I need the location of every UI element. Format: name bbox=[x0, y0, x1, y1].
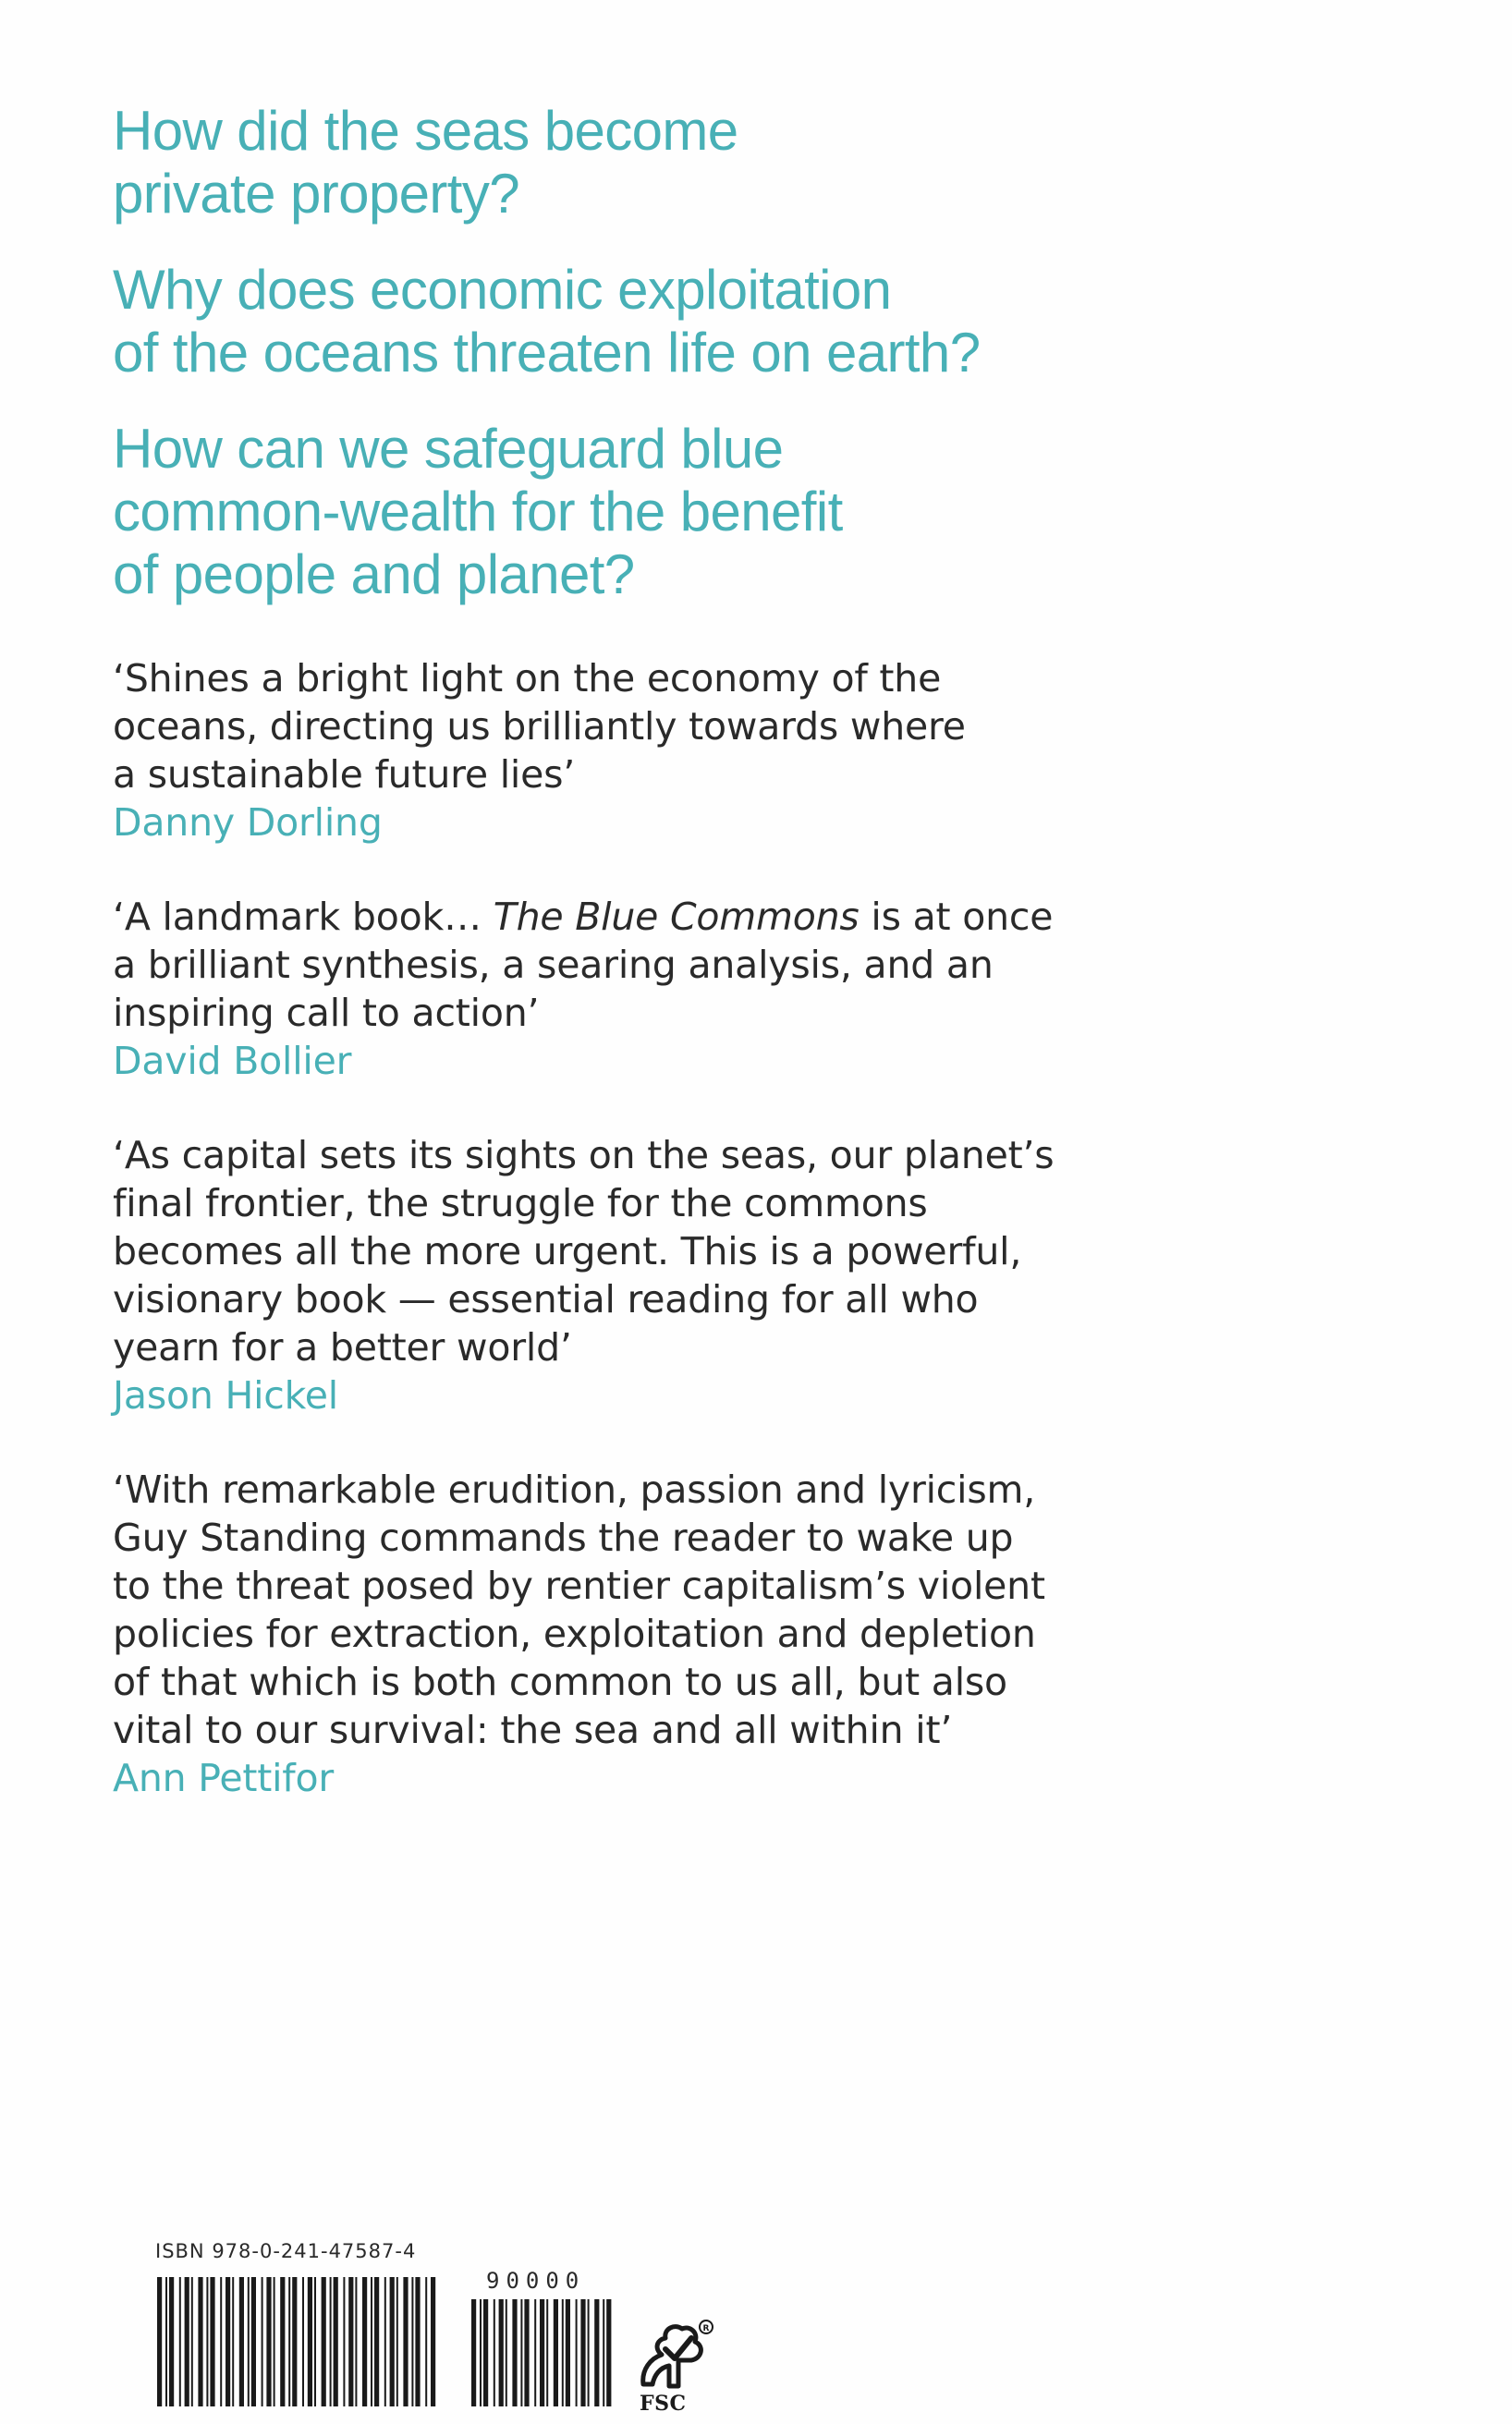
barcode-bar bbox=[232, 2277, 234, 2406]
barcode-bar bbox=[580, 2299, 585, 2406]
endorsement-text: ‘As capital sets its sights on the seas, our planet’s final frontier, the struggle for the commons becomes all the more urgent. This is a powerful, visionary book — essential reading for all who yearn for a better world’ bbox=[113, 1133, 1055, 1370]
barcode-bar bbox=[262, 2277, 263, 2406]
isbn-label: ISBN 978-0-241-47587-4 bbox=[155, 2240, 417, 2262]
barcode-bar bbox=[506, 2299, 507, 2406]
barcode-bar bbox=[334, 2277, 338, 2406]
barcode-bar bbox=[374, 2277, 379, 2406]
barcode-bar bbox=[191, 2277, 193, 2406]
fsc-label: FSC bbox=[640, 2392, 687, 2416]
endorsement-text: ‘A landmark book… The Blue Commons is at once a brilliant synthesis, a searing analysis, and an inspiring call to action’ bbox=[113, 895, 1054, 1035]
barcode-bar bbox=[520, 2299, 522, 2406]
barcode-bar bbox=[169, 2277, 174, 2406]
barcode-bar bbox=[165, 2277, 167, 2406]
barcode-bar bbox=[524, 2299, 529, 2406]
endorsement bbox=[113, 893, 1129, 1085]
barcode-bar bbox=[425, 2277, 427, 2406]
barcode-bar bbox=[554, 2299, 558, 2406]
question-2: Why does economic exploitation of the oceans threaten life on earth? bbox=[113, 259, 981, 384]
barcode-bar bbox=[471, 2299, 476, 2406]
barcode-bar bbox=[226, 2277, 230, 2406]
endorsement-author: Jason Hickel bbox=[113, 1373, 338, 1418]
barcode-bar bbox=[390, 2277, 395, 2406]
barcode-bar bbox=[179, 2277, 181, 2406]
barcode-bar bbox=[540, 2299, 544, 2406]
endorsement-text: ‘With remarkable erudition, passion and lyricism, Guy Standing commands the reader to wake up to the threat posed by rentier capitalism’s violent policies for extraction, exploitation and depletion of that which is both common to us all, but also vital to our survival: the sea and all within it’ bbox=[113, 1468, 1045, 1752]
barcode-bar bbox=[499, 2299, 504, 2406]
barcode-bar bbox=[239, 2277, 244, 2406]
barcode-bar bbox=[384, 2277, 386, 2406]
endorsement-text: ‘Shines a bright light on the economy of the oceans, directing us brilliantly towards where a sustainable future lies’ bbox=[113, 656, 966, 797]
barcode-bar bbox=[562, 2299, 564, 2406]
barcode-bar bbox=[415, 2277, 420, 2406]
barcode-bar bbox=[343, 2277, 345, 2406]
barcode-bar bbox=[348, 2277, 353, 2406]
barcode-bar bbox=[280, 2277, 285, 2406]
barcode-bar bbox=[603, 2299, 604, 2406]
question-1: How did the seas become private property? bbox=[113, 100, 738, 225]
barcode-bar bbox=[411, 2277, 413, 2406]
barcode-bar bbox=[210, 2277, 214, 2406]
barcode-bar bbox=[403, 2277, 408, 2406]
barcode-bar bbox=[308, 2277, 312, 2406]
barcode-bar bbox=[546, 2299, 548, 2406]
barcode-area bbox=[155, 2240, 765, 2416]
barcode-bar bbox=[220, 2277, 222, 2406]
endorsements-section bbox=[113, 654, 1129, 1848]
question-3: How can we safeguard blue common-wealth for the benefit of people and planet? bbox=[113, 418, 843, 605]
fsc-tree-checkmark-icon bbox=[632, 2318, 715, 2395]
barcode-bar bbox=[251, 2277, 256, 2406]
barcode-bar bbox=[198, 2277, 202, 2406]
endorsement-author: Ann Pettifor bbox=[113, 1756, 335, 1800]
barcode-bar bbox=[588, 2299, 590, 2406]
barcode-bar bbox=[355, 2277, 357, 2406]
barcode-bar bbox=[483, 2299, 488, 2406]
isbn-barcode bbox=[155, 2277, 442, 2406]
barcode-bar bbox=[274, 2277, 275, 2406]
barcode-bar bbox=[322, 2277, 326, 2406]
barcode-bar bbox=[266, 2277, 271, 2406]
barcode-bar bbox=[371, 2277, 372, 2406]
endorsement bbox=[113, 654, 1129, 847]
barcode-bar bbox=[362, 2277, 367, 2406]
barcode-bar bbox=[480, 2299, 482, 2406]
barcode-bar bbox=[330, 2277, 332, 2406]
barcode-bar bbox=[576, 2299, 578, 2406]
endorsement bbox=[113, 1466, 1129, 1802]
barcode-bar bbox=[248, 2277, 250, 2406]
barcode-bar bbox=[431, 2277, 435, 2406]
barcode-bar bbox=[314, 2277, 316, 2406]
barcode-bar bbox=[534, 2299, 536, 2406]
barcode-bar bbox=[606, 2299, 611, 2406]
barcode-bar bbox=[494, 2299, 495, 2406]
endorsement-author: David Bollier bbox=[113, 1039, 352, 1083]
barcode-bar bbox=[206, 2277, 208, 2406]
barcode-bar bbox=[566, 2299, 570, 2406]
barcode-bar bbox=[292, 2277, 297, 2406]
barcode-bar bbox=[185, 2277, 189, 2406]
barcode-bar bbox=[512, 2299, 517, 2406]
questions-section bbox=[113, 100, 1314, 639]
book-title-italic: The Blue Commons bbox=[493, 895, 860, 939]
barcode-bar bbox=[396, 2277, 398, 2406]
endorsement-author: Danny Dorling bbox=[113, 800, 383, 845]
barcode-bar bbox=[288, 2277, 290, 2406]
barcode-bar bbox=[157, 2277, 162, 2406]
svg-text:R: R bbox=[702, 2324, 710, 2333]
price-addon-barcode bbox=[469, 2299, 617, 2406]
endorsement bbox=[113, 1131, 1129, 1419]
barcode-bar bbox=[302, 2277, 304, 2406]
barcode-bar bbox=[594, 2299, 599, 2406]
price-code-label: 90000 bbox=[486, 2268, 586, 2294]
